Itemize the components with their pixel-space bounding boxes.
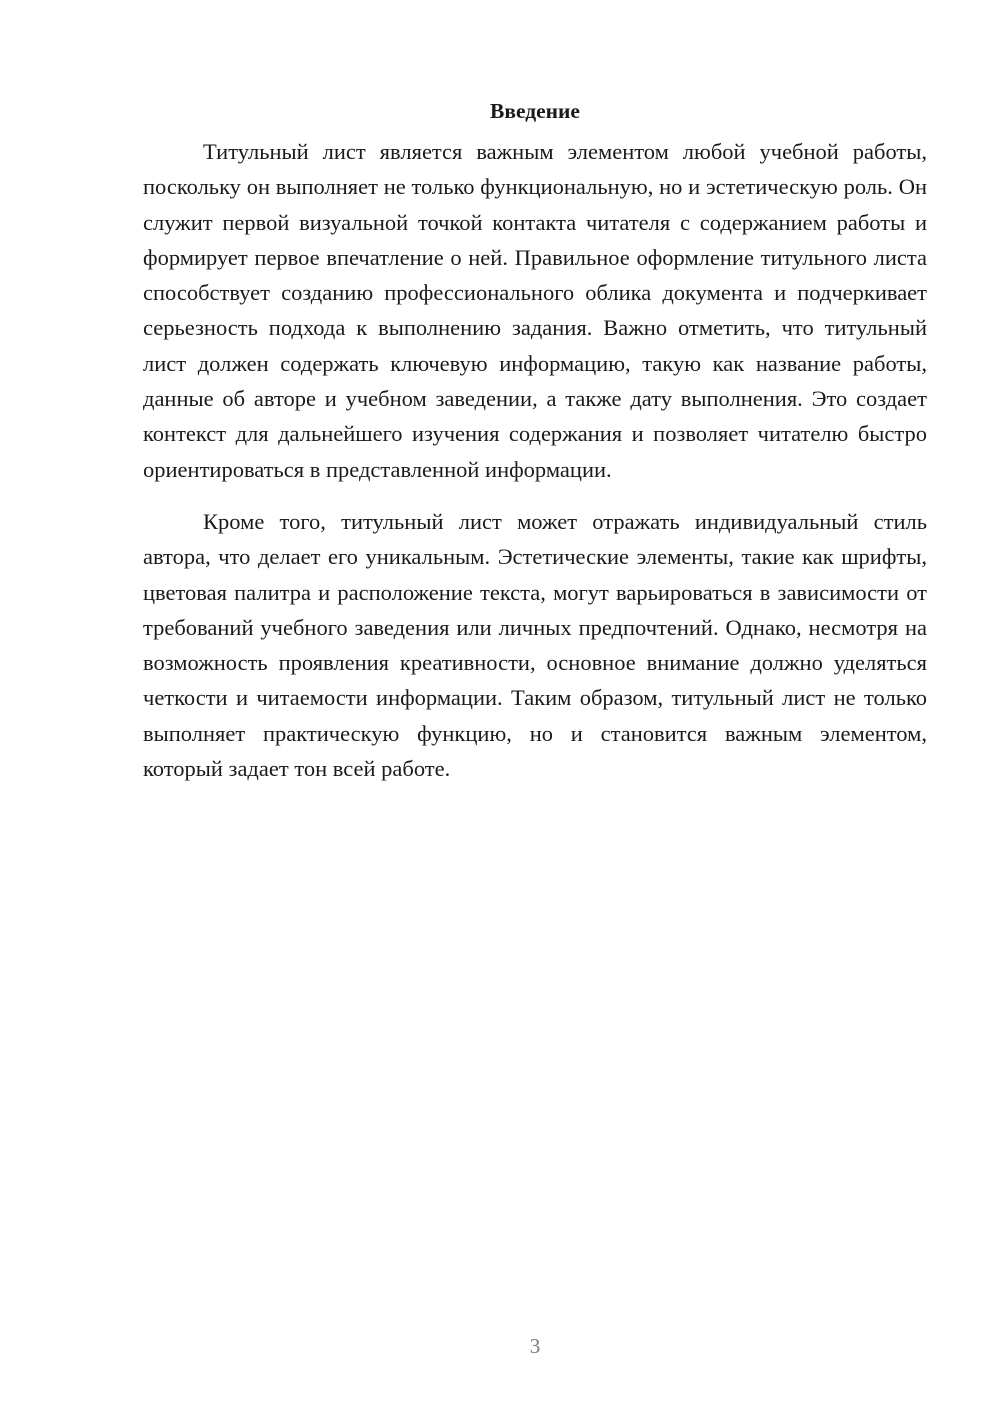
page-number: 3 xyxy=(529,1334,541,1358)
body-paragraph-1: Титульный лист является важным элементом любой учебной работы, поскольку он выполняет не только функциональную, но и эстетическую роль. Он служит первой визуальной точкой контакта читателя с содержанием работы и формирует первое впечатление о ней. Правильное оформление титульного листа способствует созданию профессионального облика документа и подчеркивает серьезность подхода к выполнению задания. Важно отметить, что титульный лист должен содержать ключевую информацию, такую как название работы, данные об авторе и учебном заведении, а также дату выполнения. Это создает контекст для дальнейшего изучения содержания и позволяет читателю быстро ориентироваться в представленной информации. xyxy=(143,139,927,482)
page-content xyxy=(143,98,927,786)
section-heading: Введение xyxy=(490,99,580,123)
body-paragraph-2: Кроме того, титульный лист может отражать индивидуальный стиль автора, что делает его уникальным. Эстетические элементы, такие как шрифты, цветовая палитра и расположение текста, могут варьироваться в зависимости от требований учебного заведения или личных предпочтений. Однако, несмотря на возможность проявления креативности, основное внимание должно уделяться четкости и читаемости информации. Таким образом, титульный лист не только выполняет практическую функцию, но и становится важным элементом, который задает тон всей работе. xyxy=(143,508,927,782)
